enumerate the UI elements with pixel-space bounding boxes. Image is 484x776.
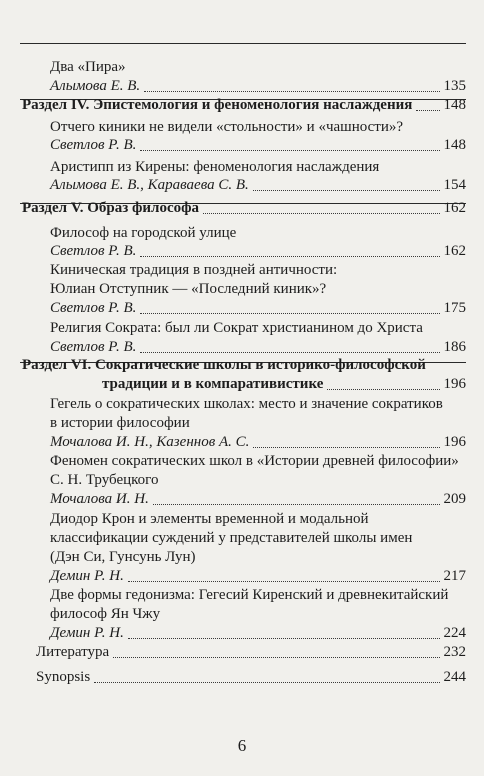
article-title[interactable] [50,471,466,490]
article-title[interactable] [50,529,466,548]
entry-title-text: Две формы гедонизма: Гегесий Киренский и древнекитайский [50,587,449,603]
leader-dots [153,504,440,505]
section-title-text: Раздел V. Образ философа [22,200,199,216]
article-title[interactable] [50,319,466,338]
article-author-line[interactable] [50,136,466,155]
section-heading[interactable] [22,96,466,115]
entry-title-text: Киническая традиция в поздней античности: [50,262,338,278]
article-author-line[interactable] [50,299,466,318]
article-title[interactable] [50,586,466,605]
entry-title-text: Два «Пира» [50,59,126,75]
entry-title-text: Диодор Крон и элементы временной и модальной [50,511,369,527]
article-author-line[interactable] [50,338,466,357]
toc-entry[interactable] [36,668,466,687]
article-author-line[interactable] [50,624,466,643]
page-ref: 196 [443,376,466,392]
section-title-text: Раздел VI. Сократические школы в историко-философской [22,357,426,373]
page-ref: 135 [443,78,466,94]
author-name: Светлов Р. В. [50,137,137,153]
leader-dots [253,190,440,191]
article-title[interactable] [50,261,466,280]
section-heading[interactable] [22,356,466,375]
page-ref: 148 [443,137,466,153]
leader-dots [94,682,439,683]
leader-dots [144,91,439,92]
author-name: Светлов Р. В. [50,243,137,259]
page-ref: 232 [443,644,466,660]
article-title[interactable] [50,452,466,471]
article-title[interactable] [50,280,466,299]
entry-title-text: в истории философии [50,415,190,431]
page-ref: 224 [443,625,466,641]
page-ref: 244 [443,669,466,685]
author-name: Демин Р. Н. [50,625,124,641]
section-heading[interactable] [102,375,466,394]
leader-dots [203,213,440,214]
page-ref: 209 [443,491,466,507]
article-title[interactable] [50,414,466,433]
page-ref: 217 [443,568,466,584]
leader-dots [128,581,440,582]
author-name: Демин Р. Н. [50,568,124,584]
leader-dots [253,447,439,448]
toc-entry[interactable] [36,643,466,662]
article-author-line[interactable] [50,567,466,586]
page-ref: 162 [443,243,466,259]
entry-title-text: Философ на городской улице [50,225,237,241]
article-title[interactable] [50,605,466,624]
page-ref: 186 [443,339,466,355]
article-author-line[interactable] [50,176,466,195]
entry-title-text: Религия Сократа: был ли Сократ христианином до Христа [50,320,423,336]
author-name: Мочалова И. Н., Казеннов А. С. [50,434,250,450]
entry-title-text: Юлиан Отступник — «Последний киник»? [50,281,327,297]
author-name: Алымова Е. В. [50,78,141,94]
article-title[interactable] [50,395,466,414]
author-name: Мочалова И. Н. [50,491,149,507]
section-heading[interactable] [22,199,466,218]
article-author-line[interactable] [50,77,466,96]
article-author-line[interactable] [50,490,466,509]
leader-dots [128,638,440,639]
entry-title-text: Феномен сократических школ в «Истории древней философии» [50,453,459,469]
article-title[interactable] [50,510,466,529]
author-name: Алымова Е. В., Караваева С. В. [50,177,249,193]
author-name: Светлов Р. В. [50,300,137,316]
leader-dots [113,657,439,658]
entry-title-text: классификации суждений у представителей школы имен [50,530,413,546]
leader-dots [140,150,439,151]
entry-title-text: Гегель о сократических школах: место и значение сократиков [50,396,443,412]
leader-dots [140,313,439,314]
article-author-line[interactable] [50,433,466,452]
article-title[interactable] [50,224,466,243]
page-ref: 148 [443,97,466,113]
entry-title-text: философ Ян Чжу [50,606,161,622]
page-ref: 154 [443,177,466,193]
entry-title-text: Аристипп из Кирены: феноменология наслаждения [50,159,380,175]
section-title-text: Раздел IV. Эпистемология и феноменология наслаждения [22,97,413,113]
entry-title-text: Отчего киники не видели «стольности» и «чашности»? [50,119,404,135]
article-title[interactable] [50,158,466,177]
entry-title-text: С. Н. Трубецкого [50,472,159,488]
article-author-line[interactable] [50,242,466,261]
page-number: 6 [237,736,247,755]
page-ref: 162 [443,200,466,216]
page-ref: 196 [443,434,466,450]
article-title[interactable] [50,58,466,77]
article-title[interactable] [50,548,466,567]
author-name: Светлов Р. В. [50,339,137,355]
leader-dots [416,110,439,111]
entry-title-text: Литература [36,644,110,660]
article-title[interactable] [50,118,466,137]
leader-dots [327,389,439,390]
leader-dots [140,256,439,257]
page-ref: 175 [443,300,466,316]
section-title-text: традиции и в компаративистике [102,376,324,392]
leader-dots [140,352,439,353]
entry-title-text: (Дэн Си, Гунсунь Лун) [50,549,196,565]
entry-title-text: Synopsis [36,669,91,685]
